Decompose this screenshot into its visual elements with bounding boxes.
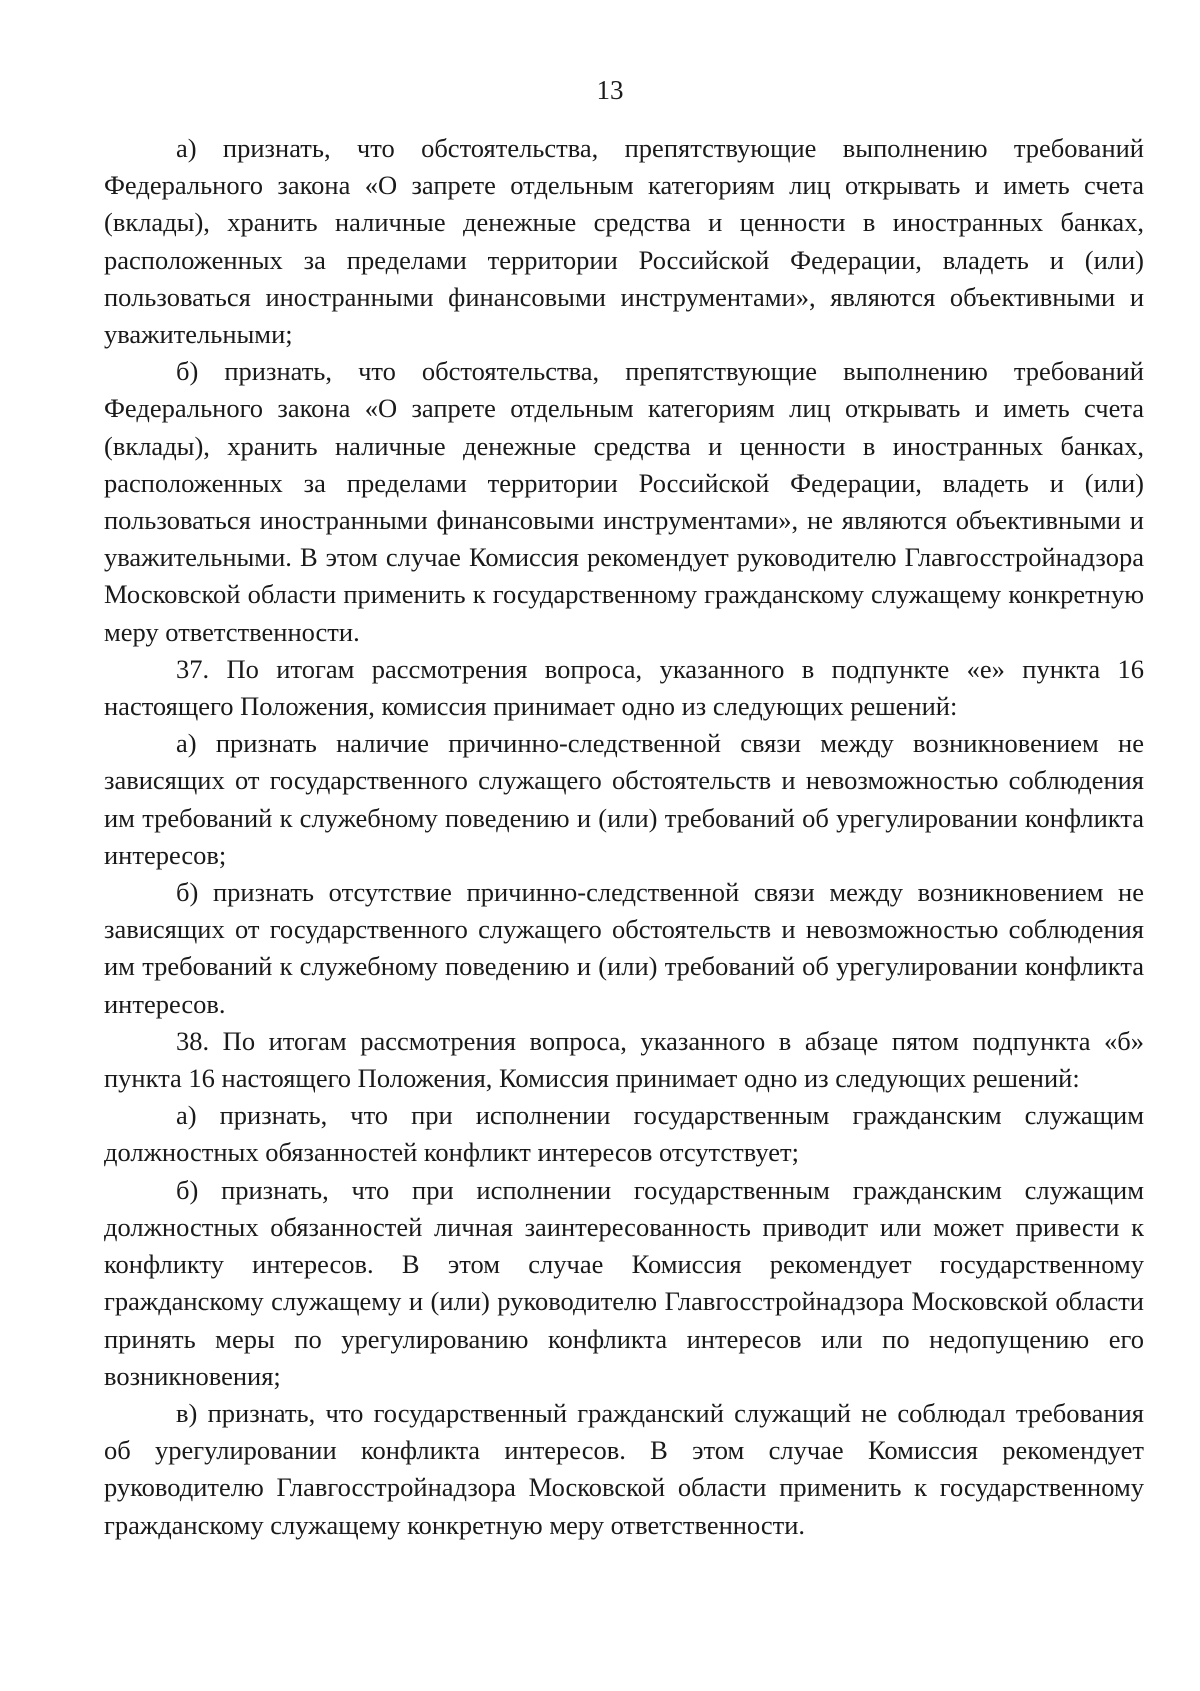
paragraph-38: 38. По итогам рассмотрения вопроса, указанного в абзаце пятом подпункта «б» пункта 16 настоящего Положения, Комиссия принимает одно из следующих решений: <box>104 1025 1144 1094</box>
paragraph-38c: в) признать, что государственный гражданский служащий не соблюдал требования об урегулировании конфликта интересов. В этом случае Комиссия рекомендует руководителю Главгосстройнадзора Московской области применить к государственному гражданскому служащему конкретную меру ответственности. <box>104 1397 1144 1540</box>
document-body <box>104 130 1144 1544</box>
paragraph-37a: а) признать наличие причинно-следственной связи между возникновением не зависящих от государственного служащего обстоятельств и невозможностью соблюдения им требований к служебному поведению и (или) требований об урегулировании конфликта интересов; <box>104 728 1144 870</box>
paragraph-36a: а) признать, что обстоятельства, препятствующие выполнению требований Федерального закона «О запрете отдельным категориям лиц открывать и иметь счета (вклады), хранить наличные денежные средства и ценности в иностранных банках, расположенных за пределами территории Российской Федерации, владеть и (или) пользоваться иностранными финансовыми инструментами», являются объективными и уважительными; <box>104 133 1144 350</box>
paragraph-38b: б) признать, что при исполнении государственным гражданским служащим должностных обязанностей личная заинтересованность приводит или может привести к конфликту интересов. В этом случае Комиссия рекомендует государственному гражданскому служащему и (или) руководителю Главгосстройнадзора Московской области принять меры по урегулированию конфликта интересов или по недопущению его возникновения; <box>104 1174 1144 1391</box>
paragraph-36b: б) признать, что обстоятельства, препятствующие выполнению требований Федерального закона «О запрете отдельным категориям лиц открывать и иметь счета (вклады), хранить наличные денежные средства и ценности в иностранных банках, расположенных за пределами территории Российской Федерации, владеть и (или) пользоваться иностранными финансовыми инструментами», не являются объективными и уважительными. В этом случае Комиссия рекомендует руководителю Главгосстройнадзора Московской области применить к государственному гражданскому служащему конкретную меру ответственности. <box>104 356 1144 647</box>
paragraph-37b: б) признать отсутствие причинно-следственной связи между возникновением не зависящих от государственного служащего обстоятельств и невозможностью соблюдения им требований к служебному поведению и (или) требований об урегулировании конфликта интересов. <box>104 877 1144 1019</box>
paragraph-37: 37. По итогам рассмотрения вопроса, указанного в подпункте «е» пункта 16 настоящего Положения, комиссия принимает одно из следующих решений: <box>104 653 1144 722</box>
page-number: 13 <box>596 75 624 105</box>
paragraph-38a: а) признать, что при исполнении государственным гражданским служащим должностных обязанностей конфликт интересов отсутствует; <box>104 1100 1144 1168</box>
